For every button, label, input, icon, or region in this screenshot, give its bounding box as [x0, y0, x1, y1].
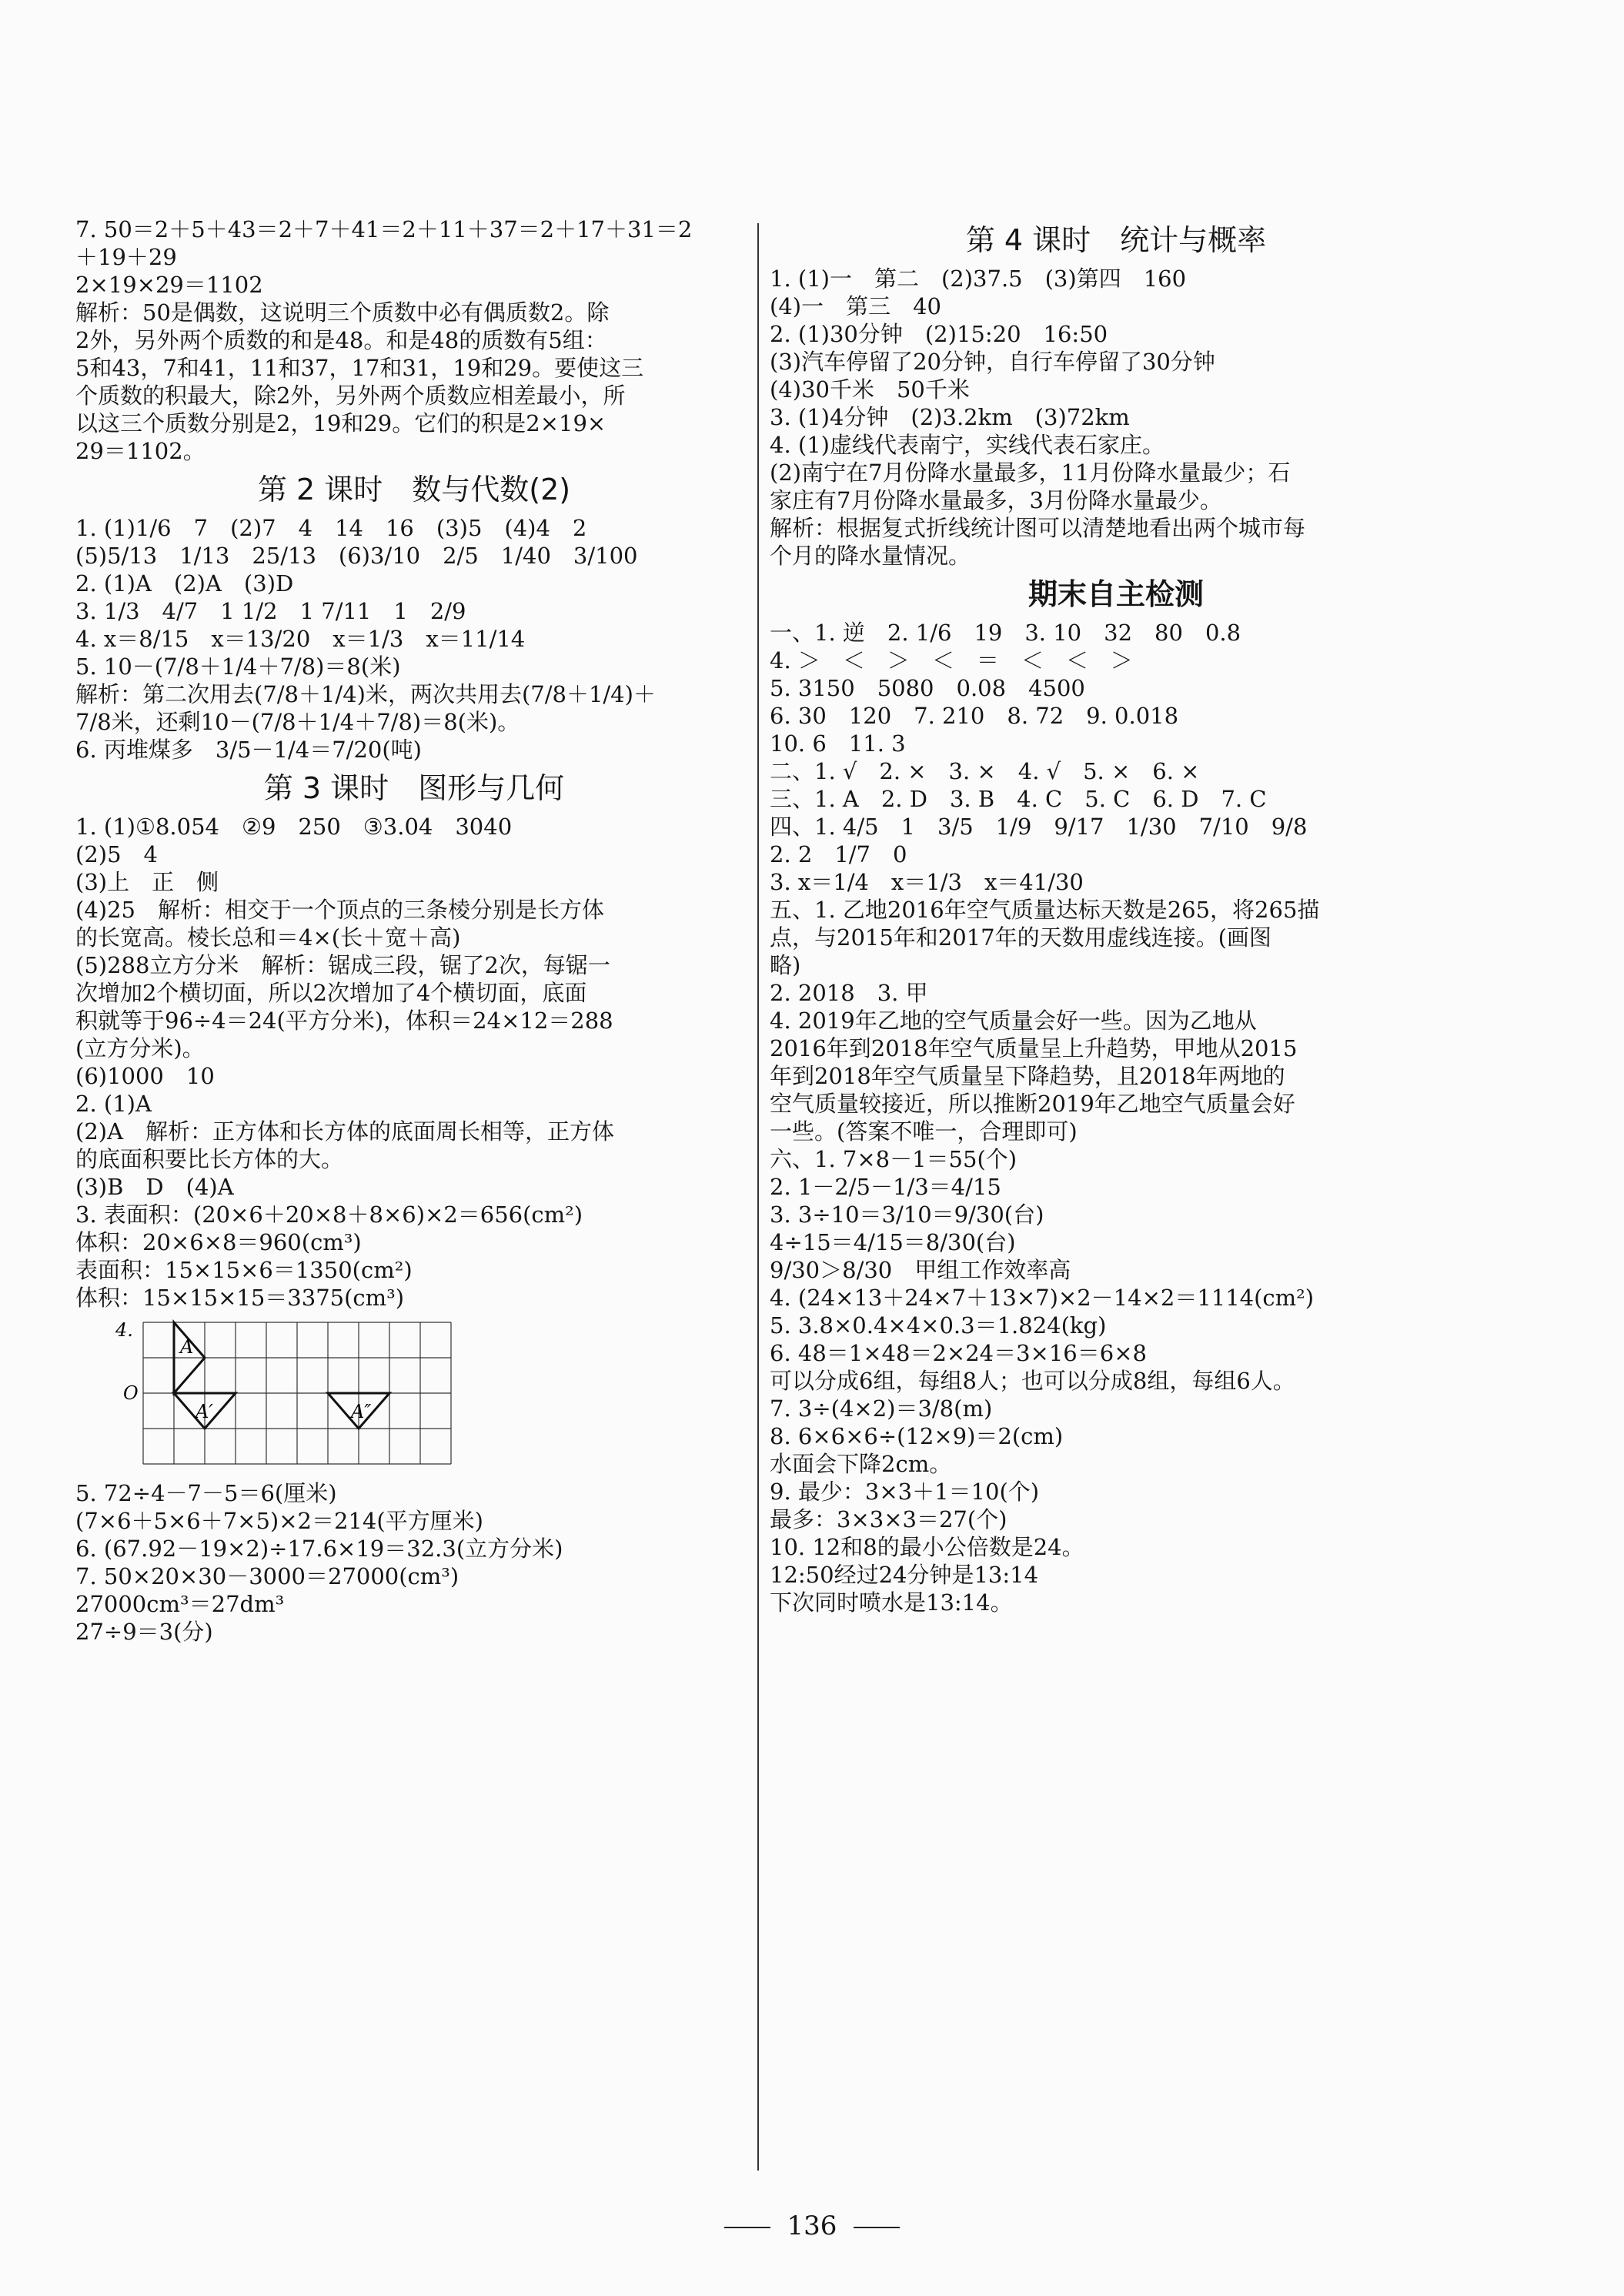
- page-number: 136: [0, 2211, 1624, 2241]
- column-divider: [757, 223, 759, 2171]
- text-line: 4. (24×13＋24×7＋13×7)×2－14×2＝1114(cm²): [770, 1285, 1315, 1311]
- text-line: 以这三个质数分别是2，19和29。它们的积是2×19×: [75, 410, 606, 436]
- text-line: 2×19×29＝1102: [75, 272, 263, 298]
- section-heading: 第 4 课时 统计与概率: [965, 223, 1267, 257]
- text-line: 6. 48＝1×48＝2×24＝3×16＝6×8: [770, 1340, 1147, 1366]
- text-line: 点，与2015年和2017年的天数用虚线连接。(画图: [770, 924, 1271, 951]
- text-line: 体积：20×6×8＝960(cm³): [75, 1229, 362, 1255]
- text-line: 的底面积要比长方体的大。: [75, 1146, 344, 1172]
- text-line: 解析：第二次用去(7/8＋1/4)米，两次共用去(7/8＋1/4)＋: [75, 681, 656, 707]
- text-line: 年到2018年空气质量呈下降趋势，且2018年两地的: [770, 1063, 1285, 1089]
- text-line: 水面会下降2cm。: [770, 1451, 952, 1477]
- text-line: 10. 6 11. 3: [770, 730, 906, 757]
- label-a2: A″: [351, 1401, 372, 1422]
- text-line: 2. (1)A: [75, 1091, 152, 1117]
- text-line: 9. 最少：3×3＋1＝10(个): [770, 1479, 1040, 1505]
- text-line: 7/8米，还剩10－(7/8＋1/4＋7/8)＝8(米)。: [75, 709, 520, 735]
- label-a1: A′: [195, 1401, 213, 1422]
- section-heading: 第 3 课时 图形与几何: [263, 771, 565, 805]
- text-line: 4. (1)虚线代表南宁，实线代表石家庄。: [770, 432, 1165, 458]
- text-line: 8. 6×6×6÷(12×9)＝2(cm): [770, 1423, 1064, 1449]
- text-line: 2. 2018 3. 甲: [770, 980, 928, 1006]
- text-line: 1. (1)一 第二 (2)37.5 (3)第四 160: [770, 266, 1187, 292]
- text-line: 27÷9＝3(分): [75, 1619, 213, 1645]
- figure-number: 4.: [115, 1319, 133, 1341]
- text-line: (6)1000 10: [75, 1063, 215, 1089]
- text-line: 积就等于96÷4＝24(平方分米)，体积＝24×12＝288: [75, 1008, 613, 1034]
- text-line: 10. 12和8的最小公倍数是24。: [770, 1534, 1084, 1560]
- text-line: (2)5 4: [75, 841, 158, 867]
- text-line: 5和43，7和41，11和37，17和31，19和29。要使这三: [75, 355, 644, 381]
- text-line: 2. 2 1/7 0: [770, 841, 907, 867]
- text-line: (4)一 第三 40: [770, 293, 941, 319]
- section-heading: 第 2 课时 数与代数(2): [257, 473, 571, 506]
- text-line: 2. 1－2/5－1/3＝4/15: [770, 1174, 1001, 1200]
- text-line: (立方分米)。: [75, 1035, 205, 1061]
- text-line: 2. (1)A (2)A (3)D: [75, 570, 294, 597]
- text-line: 3. 1/3 4/7 1 1/2 1 7/11 1 2/9: [75, 598, 466, 624]
- right-column: [770, 216, 1462, 1616]
- text-line: 二、1. √ 2. × 3. × 4. √ 5. × 6. ×: [770, 758, 1200, 784]
- grid-figure: [115, 1316, 753, 1473]
- text-line: (3)B D (4)A: [75, 1174, 234, 1200]
- text-line: ＋19＋29: [75, 244, 177, 270]
- text-line: 7. 50×20×30－3000＝27000(cm³): [75, 1563, 459, 1589]
- text-line: (5)288立方分米 解析：锯成三段，锯了2次，每锯一: [75, 952, 610, 978]
- text-line: 次增加2个横切面，所以2次增加了4个横切面，底面: [75, 980, 587, 1006]
- text-line: 4. 2019年乙地的空气质量会好一些。因为乙地从: [770, 1008, 1257, 1034]
- text-line: (3)汽车停留了20分钟，自行车停留了30分钟: [770, 349, 1215, 375]
- section-heading: 期末自主检测: [1028, 577, 1204, 611]
- text-line: (3)上 正 侧: [75, 869, 219, 895]
- text-line: 12:50经过24分钟是13:14: [770, 1562, 1039, 1588]
- text-line: 四、1. 4/5 1 3/5 1/9 9/17 1/30 7/10 9/8: [770, 814, 1308, 840]
- text-line: 7. 3÷(4×2)＝3/8(m): [770, 1395, 993, 1422]
- text-line: 2外，另外两个质数的和是48。和是48的质数有5组：: [75, 327, 607, 353]
- text-line: (2)A 解析：正方体和长方体的底面周长相等，正方体: [75, 1118, 615, 1145]
- text-line: 一、1. 逆 2. 1/6 19 3. 10 32 80 0.8: [770, 620, 1241, 646]
- text-line: 3. 表面积：(20×6＋20×8＋8×6)×2＝656(cm²): [75, 1201, 583, 1228]
- text-line: 1. (1)①8.054 ②9 250 ③3.04 3040: [75, 814, 513, 840]
- text-line: 4. ＞ ＜ ＞ ＜ ＝ ＜ ＜ ＞: [770, 647, 1133, 673]
- text-line: (4)25 解析：相交于一个顶点的三条棱分别是长方体: [75, 897, 604, 923]
- text-line: 3. x＝1/4 x＝1/3 x＝41/30: [770, 869, 1084, 895]
- text-line: 5. 72÷4－7－5＝6(厘米): [75, 1480, 337, 1506]
- text-line: 3. 3÷10＝3/10＝9/30(台): [770, 1201, 1044, 1228]
- text-line: 略): [770, 952, 801, 978]
- text-line: 解析：根据复式折线统计图可以清楚地看出两个城市每: [770, 515, 1306, 541]
- text-line: 六、1. 7×8－1＝55(个): [770, 1146, 1018, 1172]
- text-line: 2. (1)30分钟 (2)15:20 16:50: [770, 321, 1108, 347]
- text-line: 3. (1)4分钟 (2)3.2km (3)72km: [770, 404, 1130, 430]
- text-line: 一些。(答案不唯一，合理即可): [770, 1118, 1078, 1145]
- text-line: 个质数的积最大，除2外，另外两个质数应相差最小，所: [75, 383, 626, 409]
- text-line: 6. 30 120 7. 210 8. 72 9. 0.018: [770, 703, 1179, 729]
- text-line: 2016年到2018年空气质量呈上升趋势，甲地从2015: [770, 1035, 1298, 1061]
- text-line: 5. 10－(7/8＋1/4＋7/8)＝8(米): [75, 653, 401, 680]
- text-line: 家庄有7月份降水量最多，3月份降水量最少。: [770, 487, 1222, 513]
- text-line: 的长宽高。棱长总和＝4×(长＋宽＋高): [75, 924, 461, 951]
- text-line: 个月的降水量情况。: [770, 543, 971, 569]
- text-line: 三、1. A 2. D 3. B 4. C 5. C 6. D 7. C: [770, 786, 1267, 812]
- text-line: 最多：3×3×3＝27(个): [770, 1506, 1007, 1532]
- text-line: (2)南宁在7月份降水量最多，11月份降水量最少；石: [770, 460, 1291, 486]
- text-line: (5)5/13 1/13 25/13 (6)3/10 2/5 1/40 3/100: [75, 543, 638, 569]
- text-line: 5. 3150 5080 0.08 4500: [770, 675, 1085, 701]
- text-line: 1. (1)1/6 7 (2)7 4 14 16 (3)5 (4)4 2: [75, 515, 587, 541]
- text-line: (4)30千米 50千米: [770, 376, 970, 403]
- text-line: 下次同时喷水是13:14。: [770, 1589, 1013, 1616]
- text-line: 解析：50是偶数，这说明三个质数中必有偶质数2。除: [75, 299, 610, 326]
- label-o: O: [123, 1382, 139, 1404]
- text-line: 9/30＞8/30 甲组工作效率高: [770, 1257, 1071, 1283]
- left-column: [75, 216, 753, 1646]
- text-line: 27000cm³＝27dm³: [75, 1591, 285, 1617]
- text-line: 4. x＝8/15 x＝13/20 x＝1/3 x＝11/14: [75, 626, 526, 652]
- text-line: 5. 3.8×0.4×4×0.3＝1.824(kg): [770, 1312, 1107, 1338]
- text-line: (7×6＋5×6＋7×5)×2＝214(平方厘米): [75, 1508, 483, 1534]
- text-line: 7. 50＝2＋5＋43＝2＋7＋41＝2＋11＋37＝2＋17＋31＝2: [75, 216, 693, 242]
- text-line: 4÷15＝4/15＝8/30(台): [770, 1229, 1016, 1255]
- text-line: 表面积：15×15×6＝1350(cm²): [75, 1257, 413, 1283]
- text-line: 29＝1102。: [75, 438, 206, 464]
- text-line: 空气质量较接近，所以推断2019年乙地空气质量会好: [770, 1091, 1295, 1117]
- text-line: 体积：15×15×15＝3375(cm³): [75, 1285, 405, 1311]
- text-line: 五、1. 乙地2016年空气质量达标天数是265，将265描: [770, 897, 1320, 923]
- text-line: 6. 丙堆煤多 3/5－1/4＝7/20(吨): [75, 737, 422, 763]
- text-line: 可以分成6组，每组8人；也可以分成8组，每组6人。: [770, 1368, 1295, 1394]
- text-line: 6. (67.92－19×2)÷17.6×19＝32.3(立方分米): [75, 1536, 563, 1562]
- label-a: A: [180, 1336, 194, 1358]
